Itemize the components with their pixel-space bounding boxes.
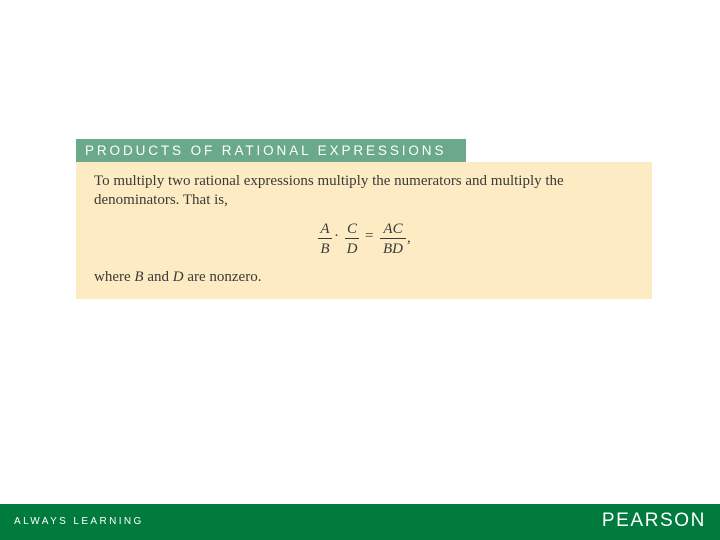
- multiply-dot: ·: [334, 228, 339, 244]
- numerator-c: C: [346, 221, 357, 237]
- denominator-bd: BD: [383, 241, 403, 257]
- equals-sign: =: [365, 228, 374, 244]
- fraction-c-over-d: [345, 220, 359, 257]
- footer-bar: [0, 504, 720, 540]
- nonzero-condition: where B and D are nonzero.: [94, 269, 262, 285]
- definition-box: [76, 162, 652, 299]
- pearson-logo: PEARSON: [601, 510, 706, 531]
- fraction-ac-over-bd: [380, 220, 406, 257]
- numerator-a: A: [320, 221, 330, 237]
- product-formula: [318, 220, 428, 260]
- variable-b: B: [134, 269, 144, 285]
- footer-tagline: ALWAYS LEARNING: [14, 516, 144, 527]
- box-title: PRODUCTS OF RATIONAL EXPRESSIONS: [76, 139, 466, 162]
- denominator-d: D: [346, 241, 358, 257]
- denominator-b: B: [320, 241, 330, 257]
- numerator-ac: AC: [383, 221, 403, 237]
- variable-d: D: [172, 269, 184, 285]
- formula-comma: ,: [407, 230, 411, 246]
- fraction-a-over-b: [318, 220, 332, 257]
- definition-text: To multiply two rational expressions multiply the numerators and multiply the denominators. That is,: [94, 173, 564, 208]
